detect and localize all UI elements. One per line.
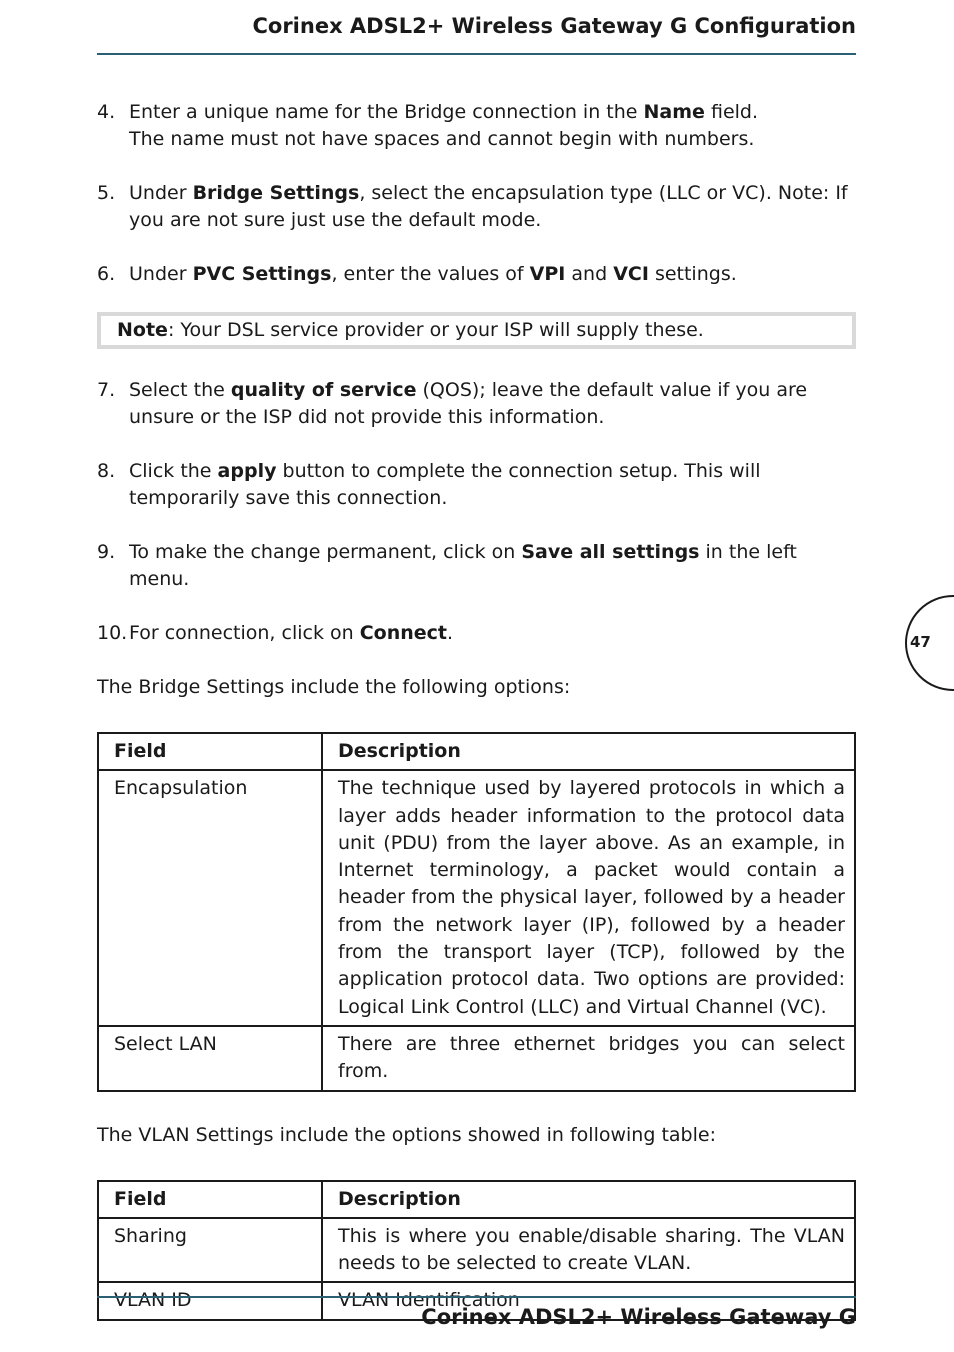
step-7 <box>97 377 856 431</box>
column-header: Description <box>322 1181 855 1218</box>
step-10 <box>97 620 856 647</box>
step-text: . <box>446 622 454 644</box>
table-header-row <box>98 733 855 770</box>
step-text: The name must not have spaces and cannot begin with numbers. <box>129 128 755 150</box>
step-bold: Save all settings <box>521 541 700 563</box>
step-bold: PVC Settings <box>192 263 332 285</box>
note-box <box>97 312 856 349</box>
step-text: , enter the values of <box>331 263 530 285</box>
page-header <box>97 0 856 55</box>
step-text: (QOS); leave the default value if you are unsure or the ISP did not provide this information. <box>129 379 808 428</box>
step-number: 10. <box>97 622 128 644</box>
field-cell: VLAN ID <box>98 1282 322 1319</box>
step-bold: VPI <box>529 263 566 285</box>
step-number: 4. <box>97 101 116 123</box>
step-number: 5. <box>97 182 116 204</box>
step-text: For connection, click on <box>129 622 360 644</box>
bridge-intro: The Bridge Settings include the following options: <box>97 676 571 698</box>
step-text: field. <box>704 101 759 123</box>
step-text: in the left menu. <box>129 541 797 590</box>
step-bold: Name <box>643 101 705 123</box>
step-8 <box>97 458 856 512</box>
step-bold: Connect <box>359 622 447 644</box>
step-bold: apply <box>217 460 277 482</box>
step-text: Enter a unique name for the Bridge connection in the <box>129 101 644 123</box>
step-text: and <box>565 263 614 285</box>
step-9 <box>97 539 856 593</box>
step-text: button to complete the connection setup. This will temporarily save this connection. <box>129 460 761 509</box>
field-cell: Encapsulation <box>98 770 322 1026</box>
footer-title: Corinex ADSL2+ Wireless Gateway G <box>421 1305 856 1329</box>
column-header: Field <box>98 733 322 770</box>
description-cell: The technique used by layered protocols in which a layer adds header information to the protocol data unit (PDU) from the layer above. As an example, in Internet terminology, a packet would contain a header from the physical layer, followed by a header from the network layer (IP), followed by a header from the transport layer (TCP), followed by the application protocol data. Two options are provided: Logical Link Control (LLC) and Virtual Channel (VC). <box>322 770 855 1026</box>
step-text: Under <box>129 182 193 204</box>
step-bold: Bridge Settings <box>192 182 360 204</box>
description-cell: There are three ethernet bridges you can select from. <box>322 1026 855 1091</box>
note-label: Note <box>117 319 168 341</box>
step-text: To make the change permanent, click on <box>129 541 522 563</box>
step-text: Select the <box>129 379 231 401</box>
table-row <box>98 770 855 1026</box>
table-header-row <box>98 1181 855 1218</box>
table-row <box>98 1026 855 1091</box>
step-5 <box>97 180 856 234</box>
step-4 <box>97 99 856 153</box>
step-number: 9. <box>97 541 116 563</box>
description-cell: This is where you enable/disable sharing. The VLAN needs to be selected to create VLAN. <box>322 1218 855 1283</box>
vlan-settings-table <box>97 1180 856 1321</box>
step-bold: VCI <box>613 263 649 285</box>
page-number: 47 <box>910 633 931 651</box>
step-number: 8. <box>97 460 116 482</box>
step-text: settings. <box>648 263 737 285</box>
note-text: : Your DSL service provider or your ISP will supply these. <box>167 319 704 341</box>
step-text: , select the encapsulation type (LLC or VC). Note: If you are not sure just use the default mode. <box>129 182 848 231</box>
field-cell: Select LAN <box>98 1026 322 1091</box>
step-number: 7. <box>97 379 116 401</box>
page-content <box>97 99 856 1351</box>
step-text: Click the <box>129 460 218 482</box>
step-number: 6. <box>97 263 116 285</box>
header-title: Corinex ADSL2+ Wireless Gateway G Configuration <box>252 14 856 38</box>
bridge-settings-table <box>97 732 856 1092</box>
description-cell: VLAN Identification <box>322 1282 855 1319</box>
column-header: Field <box>98 1181 322 1218</box>
table-row <box>98 1218 855 1283</box>
step-text: Under <box>129 263 193 285</box>
column-header: Description <box>322 733 855 770</box>
page-number-tab <box>905 595 954 691</box>
field-cell: Sharing <box>98 1218 322 1283</box>
vlan-intro: The VLAN Settings include the options showed in following table: <box>97 1123 716 1146</box>
step-6 <box>97 261 856 288</box>
step-bold: quality of service <box>230 379 417 401</box>
